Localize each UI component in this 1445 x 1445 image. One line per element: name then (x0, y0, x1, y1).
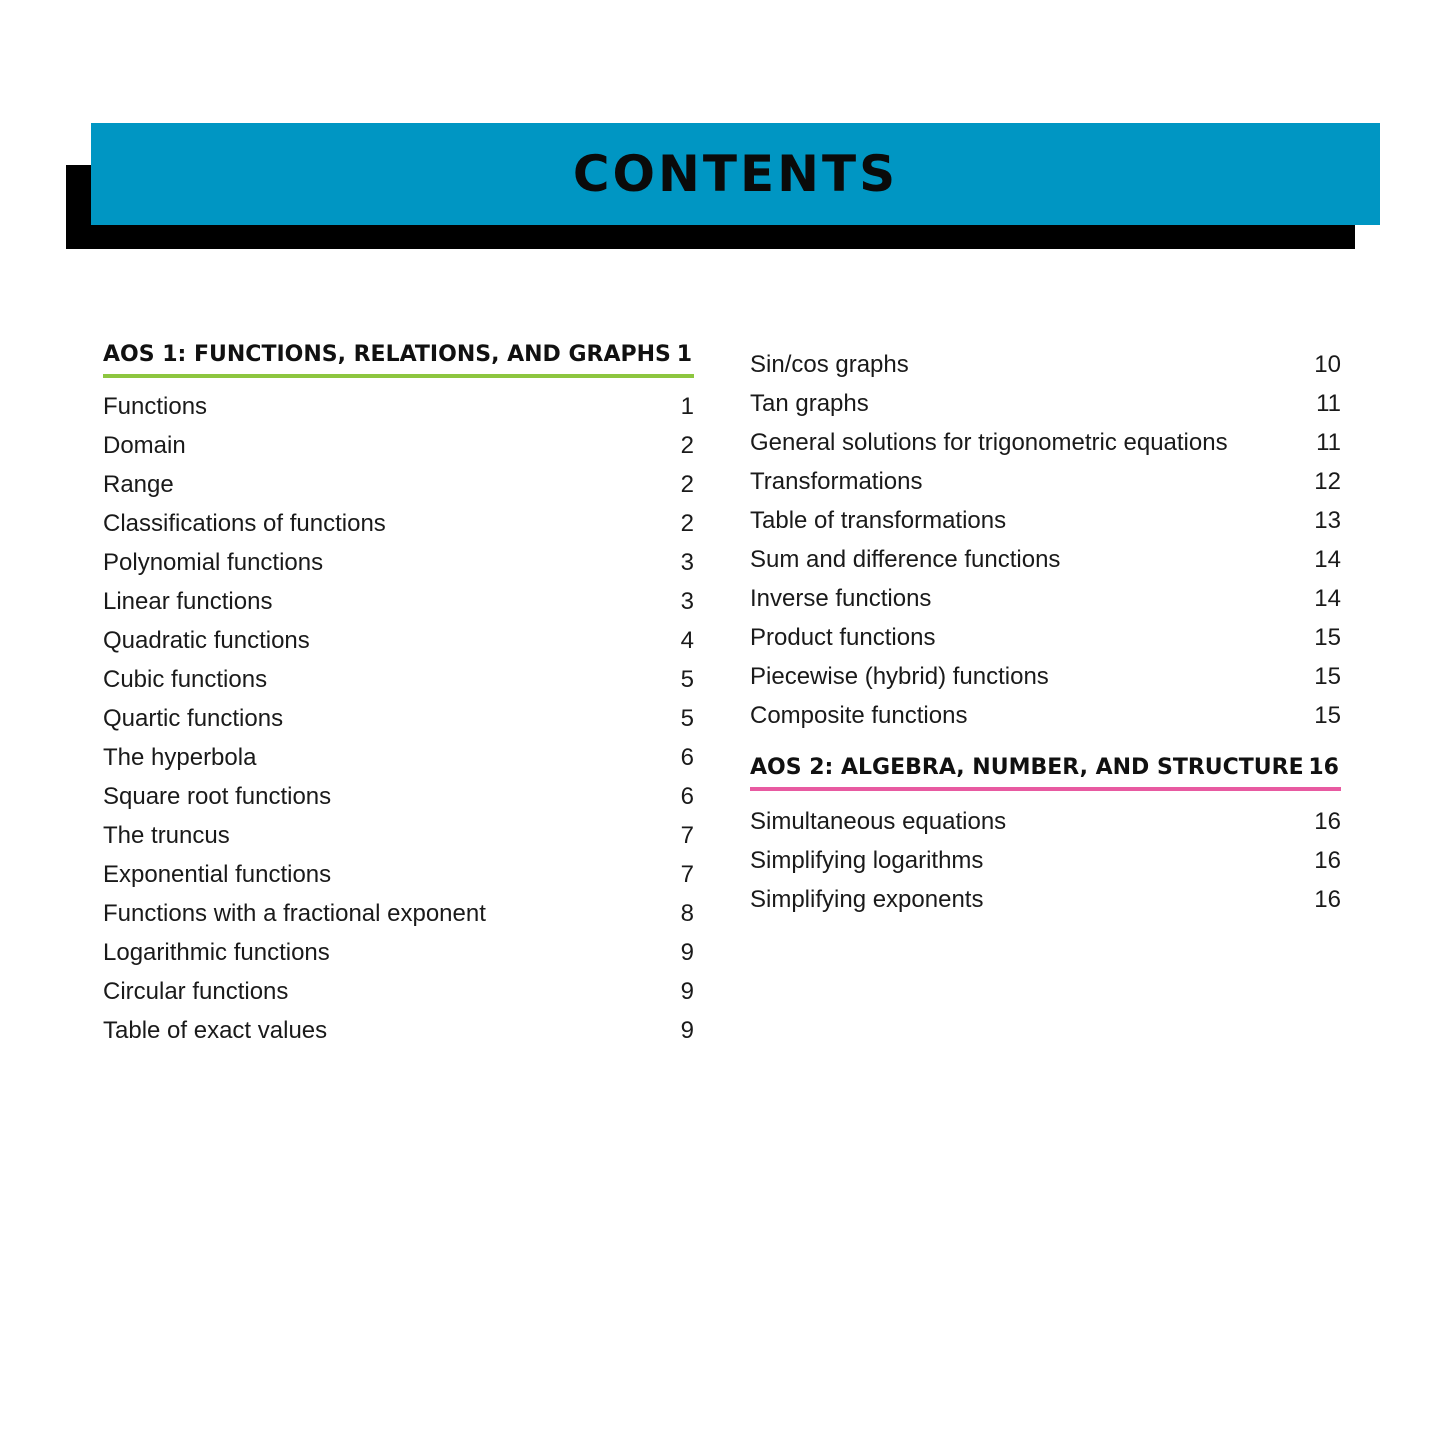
toc-entry-label: The truncus (103, 822, 230, 849)
toc-entry[interactable] (103, 387, 694, 426)
toc-entry-page: 9 (680, 939, 694, 966)
section-page: 1 (676, 342, 692, 367)
toc-entry[interactable] (103, 894, 694, 933)
toc-entry-page: 9 (680, 1017, 694, 1044)
toc-entry[interactable] (750, 345, 1341, 384)
toc-entry-page: 16 (1314, 886, 1341, 913)
toc-entry-page: 14 (1314, 585, 1341, 612)
toc-entry-page: 5 (680, 666, 694, 693)
toc-entry[interactable] (103, 660, 694, 699)
toc-entry-page: 13 (1314, 507, 1341, 534)
toc-entry-page: 15 (1314, 702, 1341, 729)
toc-entry-label: Transformations (750, 468, 923, 495)
toc-entry[interactable] (750, 501, 1341, 540)
toc-entry-label: Table of exact values (103, 1017, 328, 1044)
toc-entry-label: Linear functions (103, 588, 273, 615)
toc-entry-label: Composite functions (750, 702, 968, 729)
toc-entry[interactable] (103, 699, 694, 738)
toc-entry-page: 10 (1314, 351, 1341, 378)
toc-entry-page: 6 (680, 744, 694, 771)
toc-entry-label: Quadratic functions (103, 627, 310, 654)
toc-entry-page: 7 (680, 822, 694, 849)
toc-entry[interactable] (750, 462, 1341, 501)
toc-entry[interactable] (103, 1011, 694, 1050)
toc-entry[interactable] (750, 657, 1341, 696)
toc-entry-page: 7 (680, 861, 694, 888)
toc-list-aos2 (750, 802, 1341, 919)
toc-entry-label: Square root functions (103, 783, 332, 810)
toc-entry-page: 4 (680, 627, 694, 654)
toc-entry-page: 14 (1314, 546, 1341, 573)
toc-entry[interactable] (750, 841, 1341, 880)
toc-entry-label: Simplifying logarithms (750, 847, 984, 874)
toc-entry[interactable] (103, 582, 694, 621)
toc-entry-page: 2 (680, 510, 694, 537)
toc-entry-label: Logarithmic functions (103, 939, 330, 966)
toc-entry-page: 8 (680, 900, 694, 927)
toc-entry-label: Simultaneous equations (750, 808, 1007, 835)
toc-entry-label: Sum and difference functions (750, 546, 1061, 573)
toc-entry-label: Polynomial functions (103, 549, 324, 576)
toc-entry[interactable] (750, 423, 1341, 462)
toc-entry-label: Sin/cos graphs (750, 351, 909, 378)
toc-entry-label: Functions with a fractional exponent (103, 900, 486, 927)
toc-entry-label: Exponential functions (103, 861, 332, 888)
toc-entry-page: 3 (680, 549, 694, 576)
toc-entry-page: 15 (1314, 663, 1341, 690)
section-title: AOS 2: ALGEBRA, NUMBER, AND STRUCTURE (750, 755, 1304, 780)
toc-entry-label: Classifications of functions (103, 510, 386, 537)
toc-list-aos1-continued (750, 345, 1341, 735)
toc-entry[interactable] (103, 738, 694, 777)
toc-entry-label: General solutions for trigonometric equations (750, 429, 1228, 456)
contents-banner (91, 123, 1380, 225)
toc-entry[interactable] (103, 816, 694, 855)
toc-entry-label: Cubic functions (103, 666, 268, 693)
toc-entry[interactable] (750, 579, 1341, 618)
toc-entry[interactable] (103, 855, 694, 894)
toc-entry-label: Inverse functions (750, 585, 932, 612)
toc-entry-page: 3 (680, 588, 694, 615)
toc-entry-label: Table of transformations (750, 507, 1007, 534)
toc-entry[interactable] (103, 777, 694, 816)
toc-entry[interactable] (103, 543, 694, 582)
section-page: 16 (1308, 755, 1339, 780)
toc-entry[interactable] (750, 802, 1341, 841)
toc-entry-label: Circular functions (103, 978, 289, 1005)
toc-entry[interactable] (103, 465, 694, 504)
toc-entry-page: 9 (680, 978, 694, 1005)
toc-entry-page: 11 (1316, 390, 1341, 417)
toc-entry-label: Product functions (750, 624, 936, 651)
toc-entry[interactable] (750, 696, 1341, 735)
section-heading-aos2[interactable] (750, 751, 1341, 791)
toc-entry[interactable] (750, 384, 1341, 423)
section-heading-aos1[interactable] (103, 338, 694, 378)
toc-entry-page: 15 (1314, 624, 1341, 651)
toc-entry[interactable] (103, 504, 694, 543)
toc-entry-page: 12 (1314, 468, 1341, 495)
toc-entry[interactable] (103, 972, 694, 1011)
toc-entry-label: Quartic functions (103, 705, 284, 732)
toc-entry[interactable] (750, 540, 1341, 579)
toc-list-aos1 (103, 387, 694, 1050)
toc-entry-label: The hyperbola (103, 744, 257, 771)
toc-entry-page: 2 (680, 432, 694, 459)
toc-entry-page: 1 (680, 393, 694, 420)
toc-entry-page: 11 (1316, 429, 1341, 456)
toc-entry-page: 16 (1314, 808, 1341, 835)
toc-entry-label: Piecewise (hybrid) functions (750, 663, 1049, 690)
toc-entry-page: 16 (1314, 847, 1341, 874)
toc-entry[interactable] (103, 426, 694, 465)
toc-entry-label: Tan graphs (750, 390, 869, 417)
section-title: AOS 1: FUNCTIONS, RELATIONS, AND GRAPHS (103, 342, 671, 367)
toc-column-right (750, 345, 1341, 919)
toc-column-left (103, 338, 694, 1050)
toc-entry[interactable] (750, 880, 1341, 919)
toc-entry-label: Functions (103, 393, 208, 420)
toc-entry[interactable] (750, 618, 1341, 657)
page-title: CONTENTS (572, 145, 899, 203)
toc-entry-page: 2 (680, 471, 694, 498)
toc-entry[interactable] (103, 621, 694, 660)
toc-entry-label: Simplifying exponents (750, 886, 984, 913)
toc-entry[interactable] (103, 933, 694, 972)
toc-entry-page: 6 (680, 783, 694, 810)
toc-entry-label: Range (103, 471, 174, 498)
toc-entry-label: Domain (103, 432, 186, 459)
toc-entry-page: 5 (680, 705, 694, 732)
